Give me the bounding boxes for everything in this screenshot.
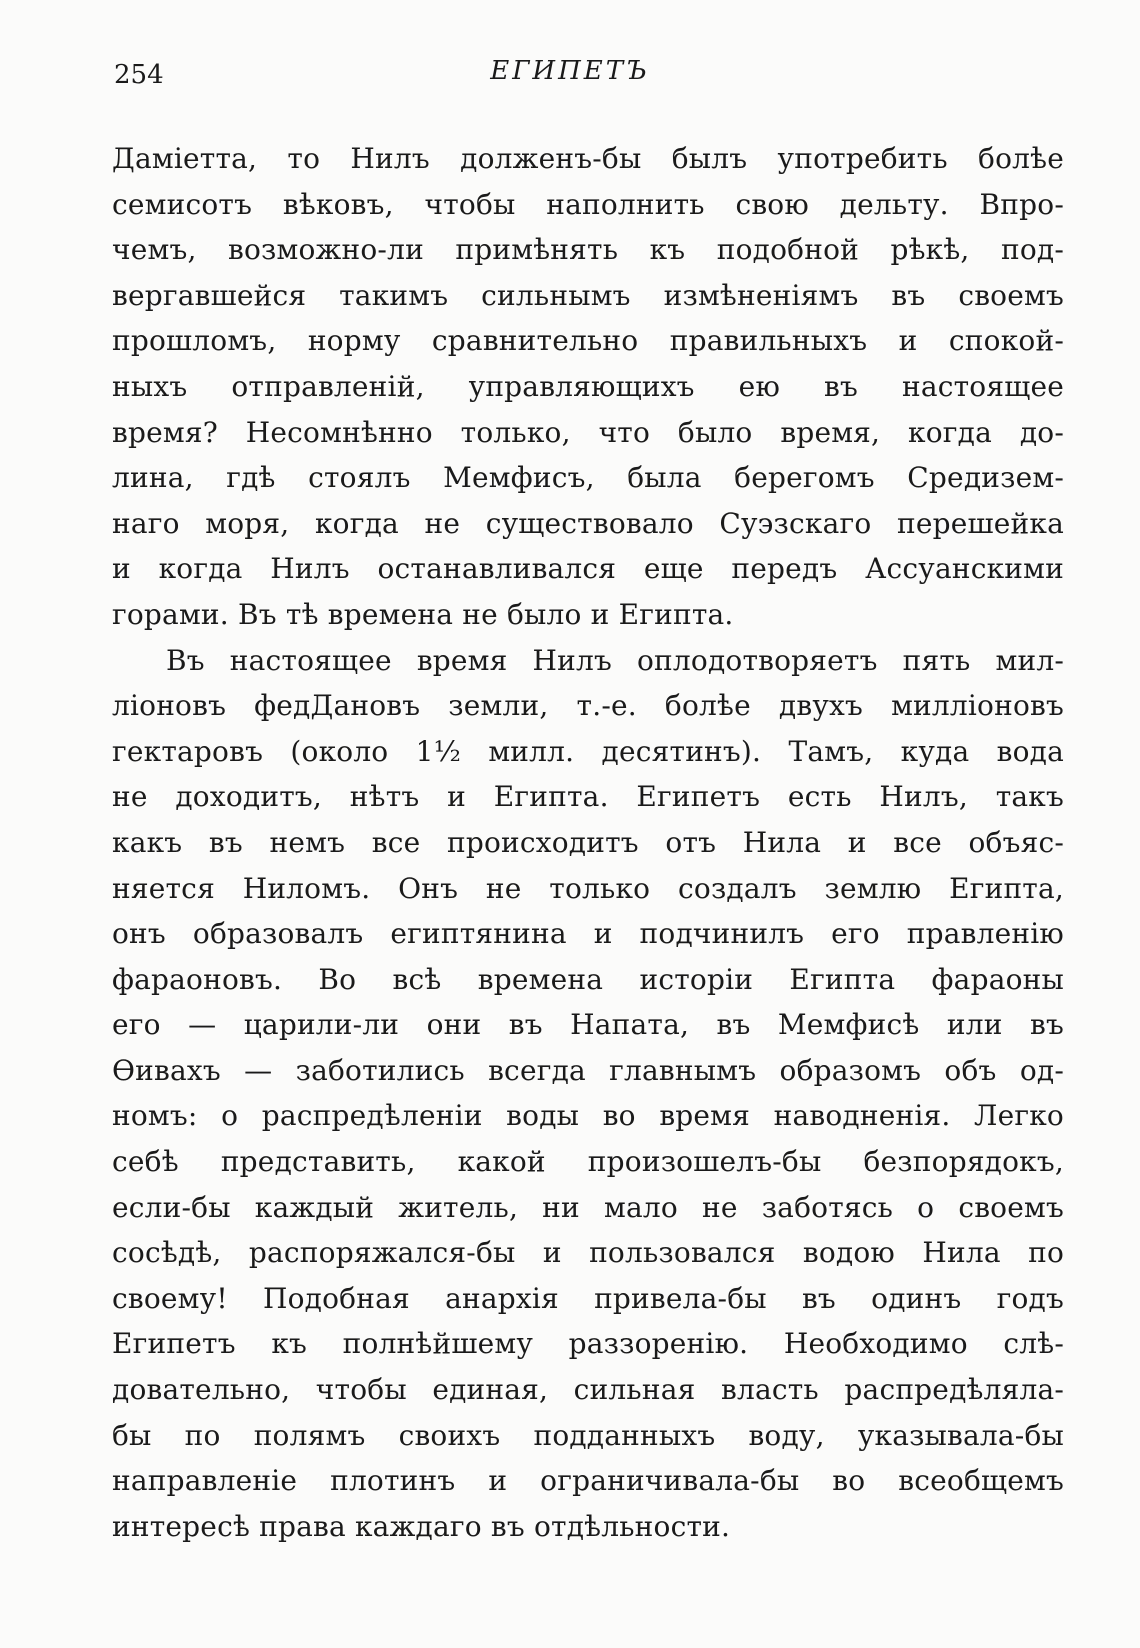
text-line: Египетъ къ полнѣйшему раззоренію. Необходимо слѣ- [112,1327,1064,1361]
page-number: 254 [114,60,164,90]
running-title: ЕГИПЕТЪ [490,56,650,86]
paragraph-1 [112,136,1064,638]
text-line: бы по полямъ своихъ подданныхъ воду, указывала-бы [112,1418,1064,1452]
text-line: себѣ представить, какой произошелъ-бы безпорядокъ, [112,1145,1064,1179]
text-line: сосѣдѣ, распоряжался-бы и пользовался водою Нила по [112,1236,1064,1270]
text-line: вергавшейся такимъ сильнымъ измѣненіямъ въ своемъ [112,278,1064,312]
text-line: не доходитъ, нѣтъ и Египта. Египетъ есть Нилъ, такъ [112,780,1064,814]
text-line: ліоновъ федДановъ земли, т.-е. болѣе двухъ милліоновъ [112,689,1064,723]
text-line: семисотъ вѣковъ, чтобы наполнить свою дельту. Впро- [112,187,1064,221]
text-line: Ѳивахъ — заботились всегда главнымъ образомъ объ од- [112,1053,1064,1087]
text-line: чемъ, возможно-ли примѣнять къ подобной рѣкѣ, под- [112,233,1064,267]
text-line: ныхъ отправленій, управляющихъ ею въ настоящее [112,369,1064,403]
text-line: довательно, чтобы единая, сильная власть распредѣляла- [112,1373,1064,1407]
text-line: горами. Въ тѣ времена не было и Египта. [112,597,734,631]
text-line: няется Ниломъ. Онъ не только создалъ землю Египта, [112,871,1064,905]
paragraph-2 [112,638,1064,1550]
text-line: какъ въ немъ все происходитъ отъ Нила и все объяс- [112,825,1064,859]
text-line: гектаровъ (около 1½ милл. десятинъ). Тамъ, куда вода [112,734,1064,768]
text-line: лина, гдѣ стоялъ Мемфисъ, была берегомъ Средизем- [112,461,1064,495]
page-header [0,52,1140,92]
text-line: прошломъ, норму сравнительно правильныхъ и спокой- [112,324,1064,358]
text-line: его — царили-ли они въ Напата, въ Мемфисѣ или въ [112,1008,1064,1042]
text-line: фараоновъ. Во всѣ времена исторіи Египта фараоны [112,962,1064,996]
text-line: направленіе плотинъ и ограничивала-бы во всеобщемъ [112,1464,1064,1498]
text-line: своему! Подобная анархія привела-бы въ одинъ годъ [112,1281,1064,1315]
text-line: номъ: о распредѣленіи воды во время наводненія. Легко [112,1099,1064,1133]
body-text [112,136,1064,1549]
text-line: онъ образовалъ египтянина и подчинилъ его правленію [112,917,1064,951]
text-line: время? Несомнѣнно только, что было время, когда до- [112,415,1064,449]
text-line: Даміетта, то Нилъ долженъ-бы былъ употребить болѣе [112,142,1064,175]
text-line: Въ настоящее время Нилъ оплодотворяетъ пять мил- [166,643,1064,677]
text-line: и когда Нилъ останавливался еще передъ Ассуанскими [112,552,1064,586]
text-line: если-бы каждый житель, ни мало не заботясь о своемъ [112,1190,1064,1224]
text-line: интересѣ права каждаго въ отдѣльности. [112,1509,731,1543]
text-line: наго моря, когда не существовало Суэзскаго перешейка [112,506,1064,540]
